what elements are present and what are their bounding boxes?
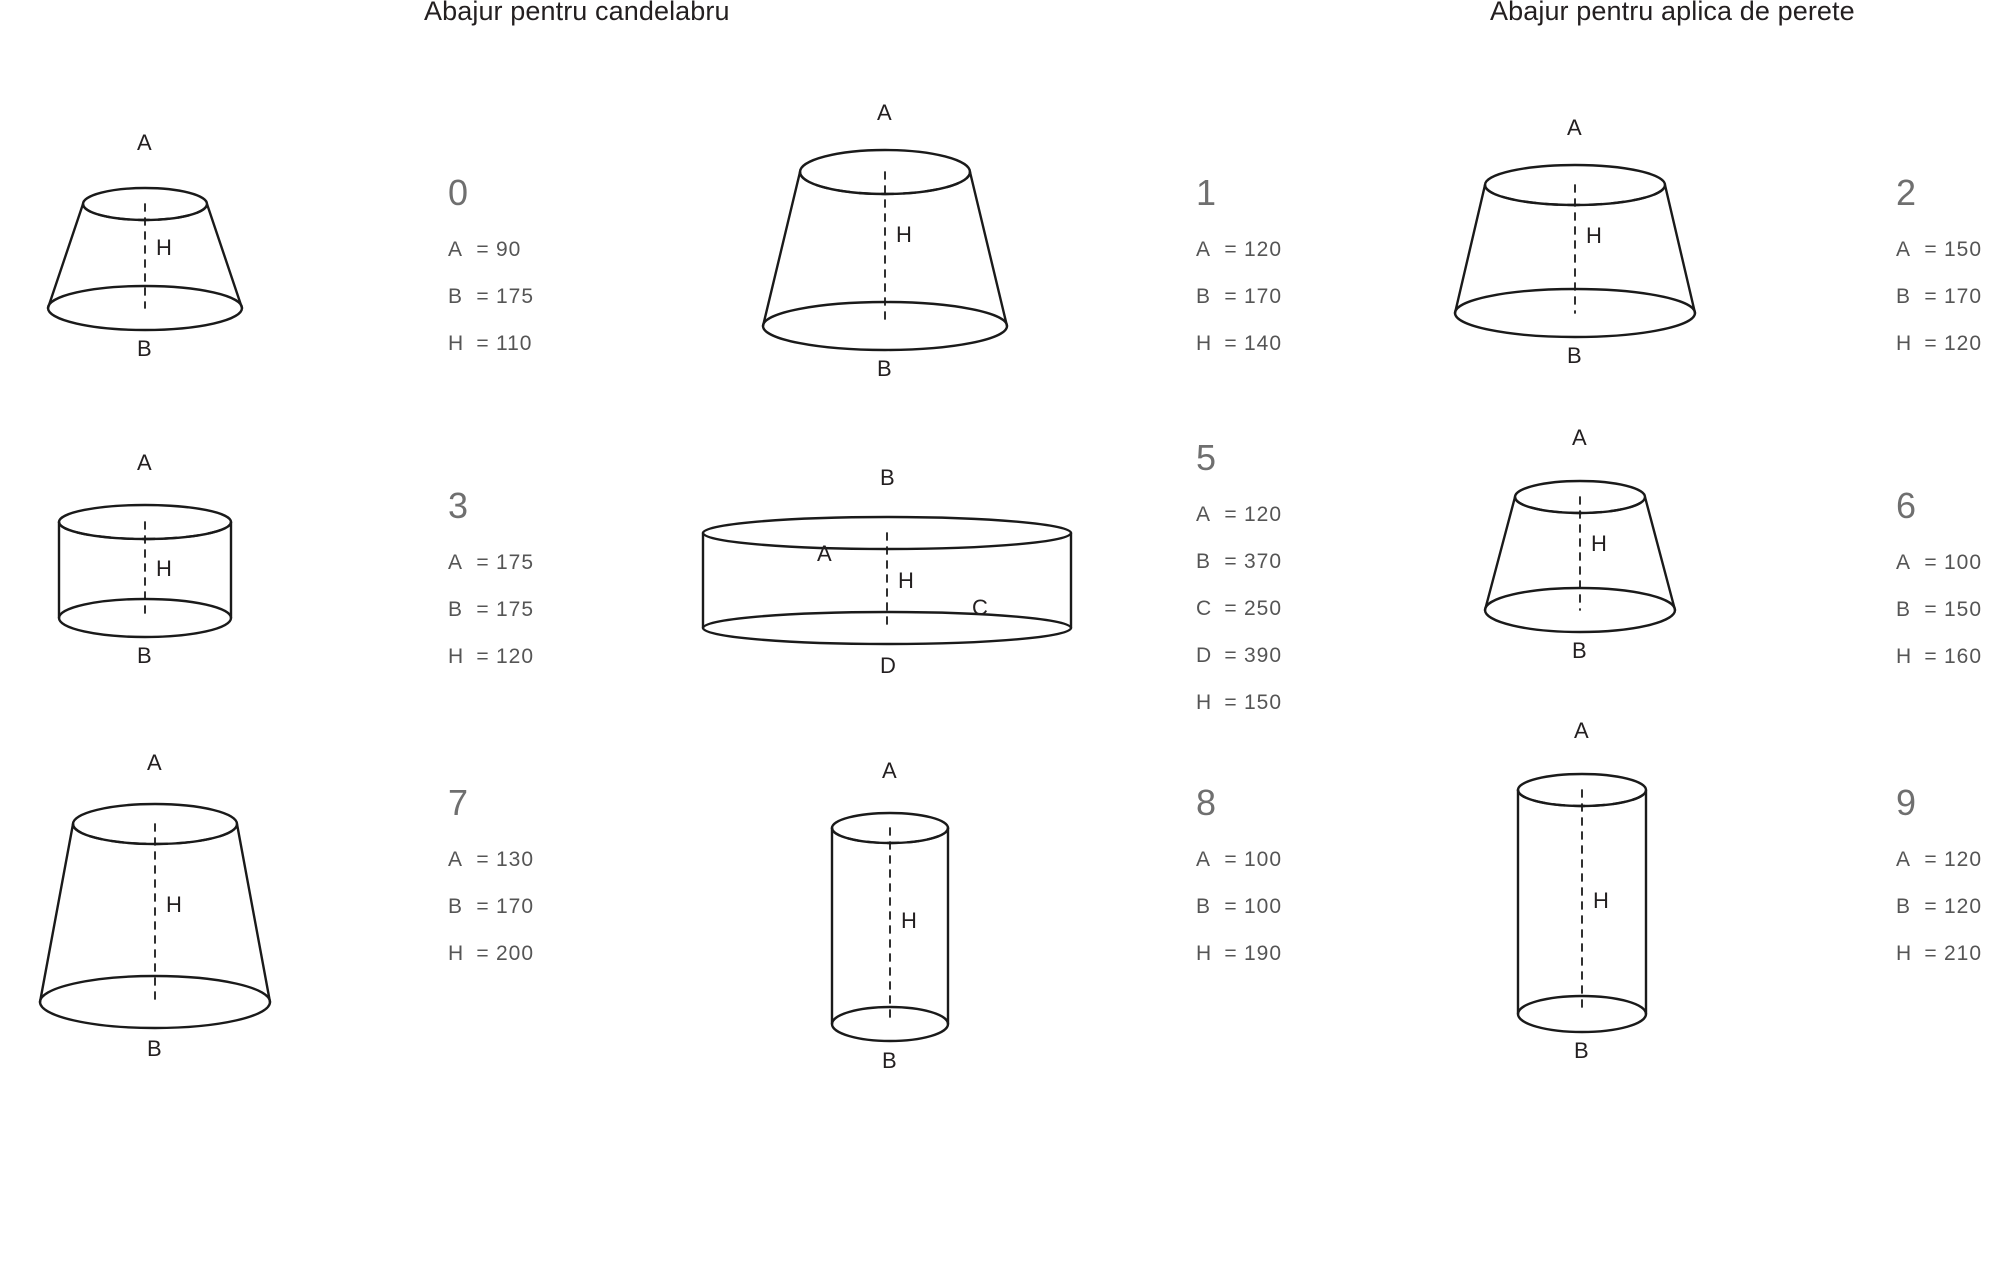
spec-key-5-0: A bbox=[1196, 503, 1212, 526]
spec-eq-1-0: = bbox=[1224, 238, 1238, 261]
spec-eq-7-0: = bbox=[476, 848, 490, 871]
spec-value-3-1: 175 bbox=[496, 598, 535, 621]
figure-1 bbox=[740, 100, 1030, 381]
spec-value-9-2: 210 bbox=[1944, 942, 1983, 965]
header-wall-sconce: Abajur pentru aplica de perete bbox=[1490, 0, 1855, 26]
spec-row-0-2 bbox=[448, 333, 534, 354]
spec-key-5-3: D bbox=[1196, 644, 1213, 667]
label-b-9: B bbox=[1574, 1038, 1589, 1063]
spec-eq-6-2: = bbox=[1924, 645, 1938, 668]
spec-row-5-1 bbox=[1196, 551, 1282, 572]
spec-value-8-0: 100 bbox=[1244, 848, 1283, 871]
spec-eq-9-2: = bbox=[1924, 942, 1938, 965]
spec-row-3-2 bbox=[448, 646, 534, 667]
spec-row-8-0 bbox=[1196, 849, 1282, 870]
spec-row-5-4 bbox=[1196, 692, 1282, 713]
spec-eq-8-1: = bbox=[1224, 895, 1238, 918]
spec-number-9: 9 bbox=[1896, 782, 1917, 823]
label-a-2: A bbox=[1567, 115, 1582, 140]
label-b-0: B bbox=[137, 336, 152, 361]
figure-5 bbox=[695, 465, 1085, 680]
spec-value-5-3: 390 bbox=[1244, 644, 1283, 667]
spec-value-2-1: 170 bbox=[1944, 285, 1983, 308]
label-h-8: H bbox=[901, 908, 917, 933]
spec-eq-3-2: = bbox=[476, 645, 490, 668]
label-a-8: A bbox=[882, 758, 897, 783]
spec-value-5-2: 250 bbox=[1244, 597, 1283, 620]
spec-number-1: 1 bbox=[1196, 172, 1217, 213]
spec-key-6-0: A bbox=[1896, 551, 1912, 574]
spec-value-3-0: 175 bbox=[496, 551, 535, 574]
spec-5 bbox=[1196, 437, 1283, 739]
label-a-3: A bbox=[137, 450, 152, 475]
spec-eq-9-1: = bbox=[1924, 895, 1938, 918]
spec-row-2-1 bbox=[1896, 286, 1982, 307]
spec-key-5-2: C bbox=[1196, 597, 1213, 620]
spec-value-9-0: 120 bbox=[1944, 848, 1983, 871]
spec-value-5-0: 120 bbox=[1244, 503, 1283, 526]
spec-row-6-2 bbox=[1896, 646, 1982, 667]
spec-value-7-0: 130 bbox=[496, 848, 535, 871]
label-b-1: B bbox=[877, 356, 892, 381]
label-b-5: B bbox=[880, 465, 895, 490]
spec-eq-0-1: = bbox=[476, 285, 490, 308]
spec-eq-8-2: = bbox=[1224, 942, 1238, 965]
figure-7 bbox=[20, 750, 290, 1061]
spec-value-0-1: 175 bbox=[496, 285, 535, 308]
label-h-5: H bbox=[898, 568, 914, 593]
spec-row-0-0 bbox=[448, 239, 534, 260]
spec-7 bbox=[448, 782, 535, 990]
spec-eq-1-1: = bbox=[1224, 285, 1238, 308]
spec-9 bbox=[1896, 782, 1983, 990]
spec-eq-6-0: = bbox=[1924, 551, 1938, 574]
spec-key-5-4: H bbox=[1196, 691, 1213, 714]
spec-row-1-2 bbox=[1196, 333, 1282, 354]
spec-row-6-1 bbox=[1896, 599, 1982, 620]
spec-number-0: 0 bbox=[448, 172, 469, 213]
spec-eq-5-3: = bbox=[1224, 644, 1238, 667]
spec-key-0-1: B bbox=[448, 285, 464, 308]
spec-key-8-1: B bbox=[1196, 895, 1212, 918]
spec-eq-7-1: = bbox=[476, 895, 490, 918]
spec-eq-2-1: = bbox=[1924, 285, 1938, 308]
spec-key-3-1: B bbox=[448, 598, 464, 621]
spec-value-9-1: 120 bbox=[1944, 895, 1983, 918]
spec-key-8-2: H bbox=[1196, 942, 1213, 965]
spec-number-5: 5 bbox=[1196, 437, 1217, 478]
spec-key-8-0: A bbox=[1196, 848, 1212, 871]
label-h-3: H bbox=[156, 556, 172, 581]
spec-key-9-1: B bbox=[1896, 895, 1912, 918]
spec-key-7-1: B bbox=[448, 895, 464, 918]
spec-number-6: 6 bbox=[1896, 485, 1917, 526]
spec-value-0-2: 110 bbox=[496, 332, 533, 355]
spec-eq-2-0: = bbox=[1924, 238, 1938, 261]
spec-row-3-1 bbox=[448, 599, 534, 620]
header-chandelier: Abajur pentru candelabru bbox=[424, 0, 730, 26]
spec-row-8-2 bbox=[1196, 943, 1282, 964]
spec-eq-9-0: = bbox=[1924, 848, 1938, 871]
spec-value-0-0: 90 bbox=[496, 238, 522, 261]
spec-6 bbox=[1896, 485, 1983, 693]
spec-value-8-1: 100 bbox=[1244, 895, 1283, 918]
spec-value-7-1: 170 bbox=[496, 895, 535, 918]
spec-row-2-2 bbox=[1896, 333, 1982, 354]
spec-row-3-0 bbox=[448, 552, 534, 573]
spec-value-1-1: 170 bbox=[1244, 285, 1283, 308]
label-b-8: B bbox=[882, 1048, 897, 1073]
spec-key-9-2: H bbox=[1896, 942, 1913, 965]
spec-eq-5-0: = bbox=[1224, 503, 1238, 526]
spec-value-8-2: 190 bbox=[1244, 942, 1283, 965]
label-b-3: B bbox=[137, 643, 152, 668]
spec-value-2-0: 150 bbox=[1944, 238, 1983, 261]
spec-row-6-0 bbox=[1896, 552, 1982, 573]
spec-key-0-0: A bbox=[448, 238, 464, 261]
spec-eq-0-2: = bbox=[476, 332, 490, 355]
spec-eq-7-2: = bbox=[476, 942, 490, 965]
spec-eq-5-2: = bbox=[1224, 597, 1238, 620]
spec-2 bbox=[1896, 172, 1983, 380]
spec-key-3-0: A bbox=[448, 551, 464, 574]
label-a-0: A bbox=[137, 130, 152, 155]
spec-row-7-0 bbox=[448, 849, 534, 870]
label-a-1: A bbox=[877, 100, 892, 125]
spec-key-1-2: H bbox=[1196, 332, 1213, 355]
spec-key-7-2: H bbox=[448, 942, 465, 965]
spec-eq-8-0: = bbox=[1224, 848, 1238, 871]
spec-value-6-2: 160 bbox=[1944, 645, 1983, 668]
spec-row-9-2 bbox=[1896, 943, 1982, 964]
figure-0 bbox=[30, 130, 260, 361]
spec-row-9-1 bbox=[1896, 896, 1982, 917]
spec-row-1-0 bbox=[1196, 239, 1282, 260]
spec-key-7-0: A bbox=[448, 848, 464, 871]
spec-key-2-0: A bbox=[1896, 238, 1912, 261]
label-b-2: B bbox=[1567, 343, 1582, 368]
spec-row-5-0 bbox=[1196, 504, 1282, 525]
spec-key-5-1: B bbox=[1196, 550, 1212, 573]
label-h-1: H bbox=[896, 222, 912, 247]
figure-6 bbox=[1460, 425, 1700, 665]
spec-value-5-1: 370 bbox=[1244, 550, 1283, 573]
spec-eq-3-0: = bbox=[476, 551, 490, 574]
label-h-9: H bbox=[1593, 888, 1609, 913]
spec-row-7-2 bbox=[448, 943, 534, 964]
spec-eq-0-0: = bbox=[476, 238, 490, 261]
spec-value-6-1: 150 bbox=[1944, 598, 1983, 621]
spec-eq-2-2: = bbox=[1924, 332, 1938, 355]
spec-key-3-2: H bbox=[448, 645, 465, 668]
spec-row-7-1 bbox=[448, 896, 534, 917]
spec-value-1-2: 140 bbox=[1244, 332, 1283, 355]
label-c-5: C bbox=[972, 595, 988, 620]
figure-8 bbox=[810, 758, 970, 1073]
spec-value-7-2: 200 bbox=[496, 942, 535, 965]
spec-8 bbox=[1196, 782, 1283, 990]
spec-key-6-2: H bbox=[1896, 645, 1913, 668]
spec-key-2-2: H bbox=[1896, 332, 1913, 355]
spec-eq-5-1: = bbox=[1224, 550, 1238, 573]
label-a-7: A bbox=[147, 750, 162, 775]
spec-row-2-0 bbox=[1896, 239, 1982, 260]
spec-value-3-2: 120 bbox=[496, 645, 535, 668]
label-h-0: H bbox=[156, 235, 172, 260]
spec-key-2-1: B bbox=[1896, 285, 1912, 308]
label-h-7: H bbox=[166, 892, 182, 917]
spec-number-2: 2 bbox=[1896, 172, 1917, 213]
spec-row-8-1 bbox=[1196, 896, 1282, 917]
figure-3 bbox=[30, 450, 260, 670]
spec-row-5-3 bbox=[1196, 645, 1282, 666]
spec-row-1-1 bbox=[1196, 286, 1282, 307]
label-h-2: H bbox=[1586, 223, 1602, 248]
spec-value-5-4: 150 bbox=[1244, 691, 1283, 714]
spec-eq-3-1: = bbox=[476, 598, 490, 621]
spec-key-6-1: B bbox=[1896, 598, 1912, 621]
spec-eq-5-4: = bbox=[1224, 691, 1238, 714]
spec-row-0-1 bbox=[448, 286, 534, 307]
spec-key-1-1: B bbox=[1196, 285, 1212, 308]
spec-3 bbox=[448, 485, 535, 693]
label-d-5: D bbox=[880, 653, 896, 678]
label-a-6: A bbox=[1572, 425, 1587, 450]
spec-key-0-2: H bbox=[448, 332, 465, 355]
spec-number-3: 3 bbox=[448, 485, 469, 526]
spec-row-5-2 bbox=[1196, 598, 1282, 619]
spec-number-8: 8 bbox=[1196, 782, 1217, 823]
lampshade-grid bbox=[0, 40, 2000, 1284]
label-b-7: B bbox=[147, 1036, 162, 1061]
spec-1 bbox=[1196, 172, 1283, 380]
spec-key-9-0: A bbox=[1896, 848, 1912, 871]
label-a-5: A bbox=[817, 541, 832, 566]
spec-eq-1-2: = bbox=[1224, 332, 1238, 355]
spec-value-1-0: 120 bbox=[1244, 238, 1283, 261]
spec-key-1-0: A bbox=[1196, 238, 1212, 261]
spec-value-2-2: 120 bbox=[1944, 332, 1983, 355]
spec-value-6-0: 100 bbox=[1944, 551, 1983, 574]
label-b-6: B bbox=[1572, 638, 1587, 663]
figure-2 bbox=[1430, 115, 1720, 368]
spec-number-7: 7 bbox=[448, 782, 469, 823]
spec-0 bbox=[448, 172, 535, 380]
spec-eq-6-1: = bbox=[1924, 598, 1938, 621]
spec-row-9-0 bbox=[1896, 849, 1982, 870]
label-h-6: H bbox=[1591, 531, 1607, 556]
figure-9 bbox=[1492, 718, 1672, 1063]
page-headers bbox=[0, 0, 2000, 40]
label-a-9: A bbox=[1574, 718, 1589, 743]
